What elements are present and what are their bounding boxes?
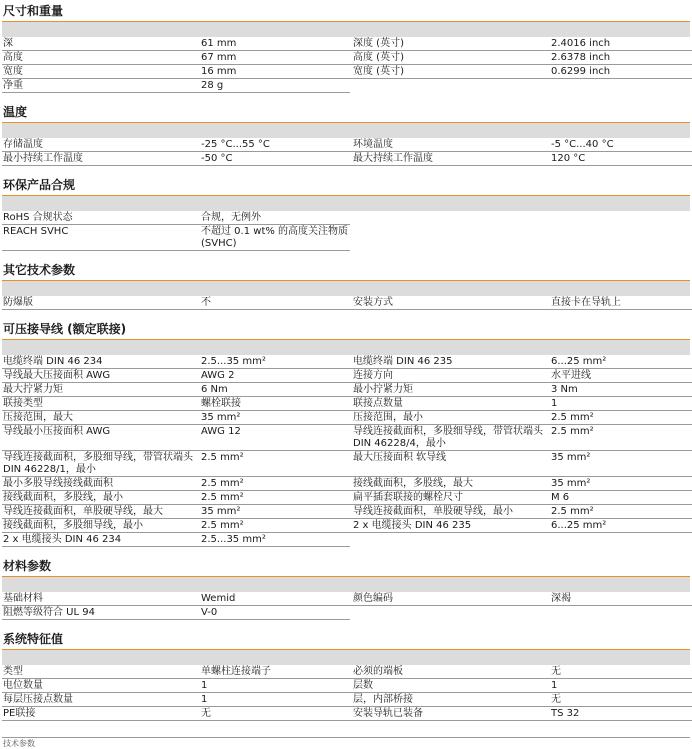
spec-value [550, 79, 692, 93]
table-row [2, 491, 692, 505]
spec-label: 最大持续工作温度 [350, 152, 550, 166]
section-band [2, 650, 690, 665]
spec-section [0, 318, 692, 555]
spec-value: -25 °C...55 °C [200, 138, 350, 152]
spec-label [350, 79, 550, 93]
spec-value: 120 °C [550, 152, 692, 166]
spec-label: 深度 (英寸) [350, 37, 550, 51]
table-row [2, 665, 692, 679]
spec-section [0, 628, 692, 729]
spec-value: 不 [200, 296, 350, 310]
spec-table [2, 211, 692, 251]
spec-label: 最大压接面积 软导线 [350, 451, 550, 477]
spec-section [0, 555, 692, 628]
spec-value: 无 [550, 693, 692, 707]
section-band [2, 123, 690, 138]
spec-value: 无 [200, 707, 350, 721]
spec-value: 16 mm [200, 65, 350, 79]
spec-label [350, 606, 550, 620]
spec-section [0, 101, 692, 174]
table-row [2, 296, 692, 310]
footer-label: 技术参数 [3, 739, 35, 748]
spec-label: 扁平插套联接的螺栓尺寸 [350, 491, 550, 505]
spec-label: 导线连接截面积，多股细导线，带管状端头 DIN 46228/1，最小 [2, 451, 200, 477]
spec-value: 2.5 mm² [200, 477, 350, 491]
spec-label [350, 533, 550, 547]
spec-label: 导线连接截面积，单股硬导线，最大 [2, 505, 200, 519]
spec-label: RoHS 合规状态 [2, 211, 200, 225]
spec-value: 2.5 mm² [200, 491, 350, 505]
spec-label: 颜色编码 [350, 592, 550, 606]
spec-table [2, 665, 692, 721]
table-row [2, 707, 692, 721]
spec-value: 2.4016 inch [550, 37, 692, 51]
spec-section [0, 259, 692, 318]
table-row [2, 152, 692, 166]
spec-label: 深 [2, 37, 200, 51]
spec-label: PE联接 [2, 707, 200, 721]
spec-value: 6 Nm [200, 383, 350, 397]
section-band [2, 340, 690, 355]
spec-section [0, 174, 692, 259]
spec-label: 2 x 电缆接头 DIN 46 234 [2, 533, 200, 547]
spec-label: 层数 [350, 679, 550, 693]
spec-table [2, 592, 692, 620]
spec-value: 2.5 mm² [550, 425, 692, 451]
spec-label: 基础材料 [2, 592, 200, 606]
spec-table [2, 355, 692, 547]
spec-label: 每层压接点数量 [2, 693, 200, 707]
spec-label: 最大拧紧力矩 [2, 383, 200, 397]
spec-label: 接线截面积，多股线，最小 [2, 491, 200, 505]
section-title: 可压接导线 (额定联接) [3, 322, 127, 336]
table-row [2, 505, 692, 519]
table-row [2, 519, 692, 533]
spec-value: 2.5 mm² [200, 451, 350, 477]
spec-value: 35 mm² [550, 451, 692, 477]
spec-label: 高度 (英寸) [350, 51, 550, 65]
spec-value: 61 mm [200, 37, 350, 51]
table-row [2, 225, 692, 251]
spec-label: 最小多股导线接线截面积 [2, 477, 200, 491]
section-title: 尺寸和重量 [3, 4, 64, 18]
spec-label: 2 x 电缆接头 DIN 46 235 [350, 519, 550, 533]
spec-label: 压接范围，最大 [2, 411, 200, 425]
spec-label: 类型 [2, 665, 200, 679]
spec-value: 35 mm² [200, 411, 350, 425]
table-row [2, 51, 692, 65]
table-row [2, 355, 692, 369]
spec-label: 电缆终端 DIN 46 234 [2, 355, 200, 369]
spec-value: 不超过 0.1 wt% 的高度关注物质 (SVHC) [201, 226, 349, 249]
section-title: 系统特征值 [3, 632, 64, 646]
spec-value: 6...25 mm² [550, 519, 692, 533]
table-row [2, 37, 692, 51]
spec-label: 安装导轨已装备 [350, 707, 550, 721]
spec-label [350, 211, 550, 225]
spec-value: 2.5 mm² [200, 519, 350, 533]
spec-label: 最小拧紧力矩 [350, 383, 550, 397]
spec-value: 1 [550, 679, 692, 693]
spec-value: 螺栓联接 [200, 397, 350, 411]
spec-label: 必须的端板 [350, 665, 550, 679]
spec-label: 宽度 (英寸) [350, 65, 550, 79]
spec-label: 联接类型 [2, 397, 200, 411]
table-row [2, 397, 692, 411]
spec-label: 导线连接截面积，单股硬导线，最小 [350, 505, 550, 519]
spec-value: AWG 2 [200, 369, 350, 383]
spec-label: 电缆终端 DIN 46 235 [350, 355, 550, 369]
table-row [2, 65, 692, 79]
table-row [2, 592, 692, 606]
table-row [2, 477, 692, 491]
section-title: 温度 [3, 105, 28, 119]
spec-label: 环境温度 [350, 138, 550, 152]
spec-value: 1 [550, 397, 692, 411]
spec-value: -50 °C [200, 152, 350, 166]
spec-value: 1 [200, 693, 350, 707]
spec-value [550, 225, 692, 251]
spec-value: M 6 [550, 491, 692, 505]
section-title: 材料参数 [3, 559, 52, 573]
spec-label: 导线连接截面积，多股细导线，带管状端头 DIN 46228/4，最小 [350, 425, 550, 451]
spec-label: 净重 [2, 79, 200, 93]
spec-value: 67 mm [200, 51, 350, 65]
spec-section [0, 0, 692, 101]
table-row [2, 369, 692, 383]
spec-value: TS 32 [550, 707, 692, 721]
spec-label: 安装方式 [350, 296, 550, 310]
section-title: 环保产品合规 [3, 178, 76, 192]
spec-table [2, 296, 692, 310]
spec-value: 合规，无例外 [200, 211, 350, 225]
spec-value: 单螺柱连接端子 [200, 665, 350, 679]
spec-value: 2.5 mm² [550, 411, 692, 425]
spec-table [2, 138, 692, 166]
spec-value: 0.6299 inch [550, 65, 692, 79]
spec-label: 最小持续工作温度 [2, 152, 200, 166]
spec-value: 35 mm² [550, 477, 692, 491]
section-band [2, 196, 690, 211]
spec-label: 宽度 [2, 65, 200, 79]
spec-table [2, 37, 692, 93]
section-band [2, 22, 690, 37]
spec-label: 存储温度 [2, 138, 200, 152]
spec-value: Wemid [200, 592, 350, 606]
table-row [2, 533, 692, 547]
table-row [2, 383, 692, 397]
spec-value: 2.6378 inch [550, 51, 692, 65]
section-title: 其它技术参数 [3, 263, 76, 277]
spec-value: 直接卡在导轨上 [550, 296, 692, 310]
spec-label: 联接点数量 [350, 397, 550, 411]
spec-label: 导线最大压接面积 AWG [2, 369, 200, 383]
spec-value: 1 [200, 679, 350, 693]
spec-value: 28 g [200, 79, 350, 93]
spec-label [350, 225, 550, 251]
spec-label: 阻燃等级符合 UL 94 [2, 606, 200, 620]
spec-label: 层，内部桥接 [350, 693, 550, 707]
spec-value: 6...25 mm² [550, 355, 692, 369]
spec-value: AWG 12 [200, 425, 350, 451]
table-row [2, 425, 692, 451]
spec-label: 防爆版 [2, 296, 200, 310]
spec-label: REACH SVHC [2, 225, 200, 251]
spec-label: 电位数量 [2, 679, 200, 693]
spec-value: 35 mm² [200, 505, 350, 519]
table-row [2, 451, 692, 477]
table-row [2, 411, 692, 425]
table-row [2, 138, 692, 152]
table-row [2, 679, 692, 693]
spec-value: 深褐 [550, 592, 692, 606]
spec-value: -5 °C...40 °C [550, 138, 692, 152]
spec-value: 水平进线 [550, 369, 692, 383]
table-row [2, 79, 692, 93]
section-band [2, 577, 690, 592]
spec-value [550, 606, 692, 620]
spec-label: 连接方向 [350, 369, 550, 383]
spec-label: 接线截面积，多股细导线，最小 [2, 519, 200, 533]
spec-value: 2.5...35 mm² [200, 355, 350, 369]
spec-value [550, 533, 692, 547]
spec-label: 导线最小压接面积 AWG [2, 425, 200, 451]
section-band [2, 281, 690, 296]
spec-label: 压接范围，最小 [350, 411, 550, 425]
spec-value [550, 211, 692, 225]
table-row [2, 693, 692, 707]
spec-value: V-0 [200, 606, 350, 620]
spec-value: 无 [550, 665, 692, 679]
spec-label: 高度 [2, 51, 200, 65]
spec-value: 3 Nm [550, 383, 692, 397]
table-row [2, 211, 692, 225]
table-row [2, 606, 692, 620]
spec-value: 2.5...35 mm² [200, 533, 350, 547]
spec-label: 接线截面积，多股线，最大 [350, 477, 550, 491]
spec-value: 2.5 mm² [550, 505, 692, 519]
